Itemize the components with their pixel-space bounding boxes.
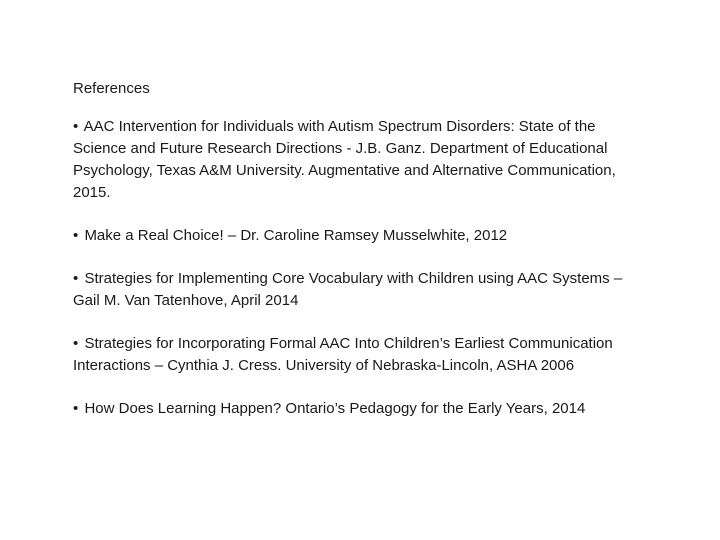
bullet-icon: •	[73, 270, 79, 287]
reference-text: How Does Learning Happen? Ontario’s Pedagogy for the Early Years, 2014	[84, 400, 586, 417]
reference-item	[73, 268, 643, 312]
reference-text: Make a Real Choice! – Dr. Caroline Ramsey Musselwhite, 2012	[84, 227, 508, 244]
reference-item	[73, 333, 643, 377]
reference-text: Strategies for Incorporating Formal AAC Into Children’s Earliest Communication Interactions – Cynthia J. Cress. University of Nebraska-Lincoln, ASHA 2006	[73, 335, 613, 374]
reference-item	[73, 225, 643, 247]
reference-text: AAC Intervention for Individuals with Autism Spectrum Disorders: State of the Science and Future Research Directions - J.B. Ganz. Department of Educational Psychology, Texas A&M University. Augmentative and Alternative Communication, 2015.	[73, 118, 616, 201]
references-section	[73, 78, 643, 441]
bullet-icon: •	[73, 227, 79, 244]
bullet-icon: •	[73, 335, 79, 352]
reference-item	[73, 116, 643, 204]
page-title: References	[73, 80, 150, 97]
bullet-icon: •	[73, 118, 79, 135]
reference-text: Strategies for Implementing Core Vocabulary with Children using AAC Systems – Gail M. Van Tatenhove, April 2014	[73, 270, 623, 309]
bullet-icon: •	[73, 400, 79, 417]
reference-list	[73, 116, 643, 420]
reference-item	[73, 398, 643, 420]
